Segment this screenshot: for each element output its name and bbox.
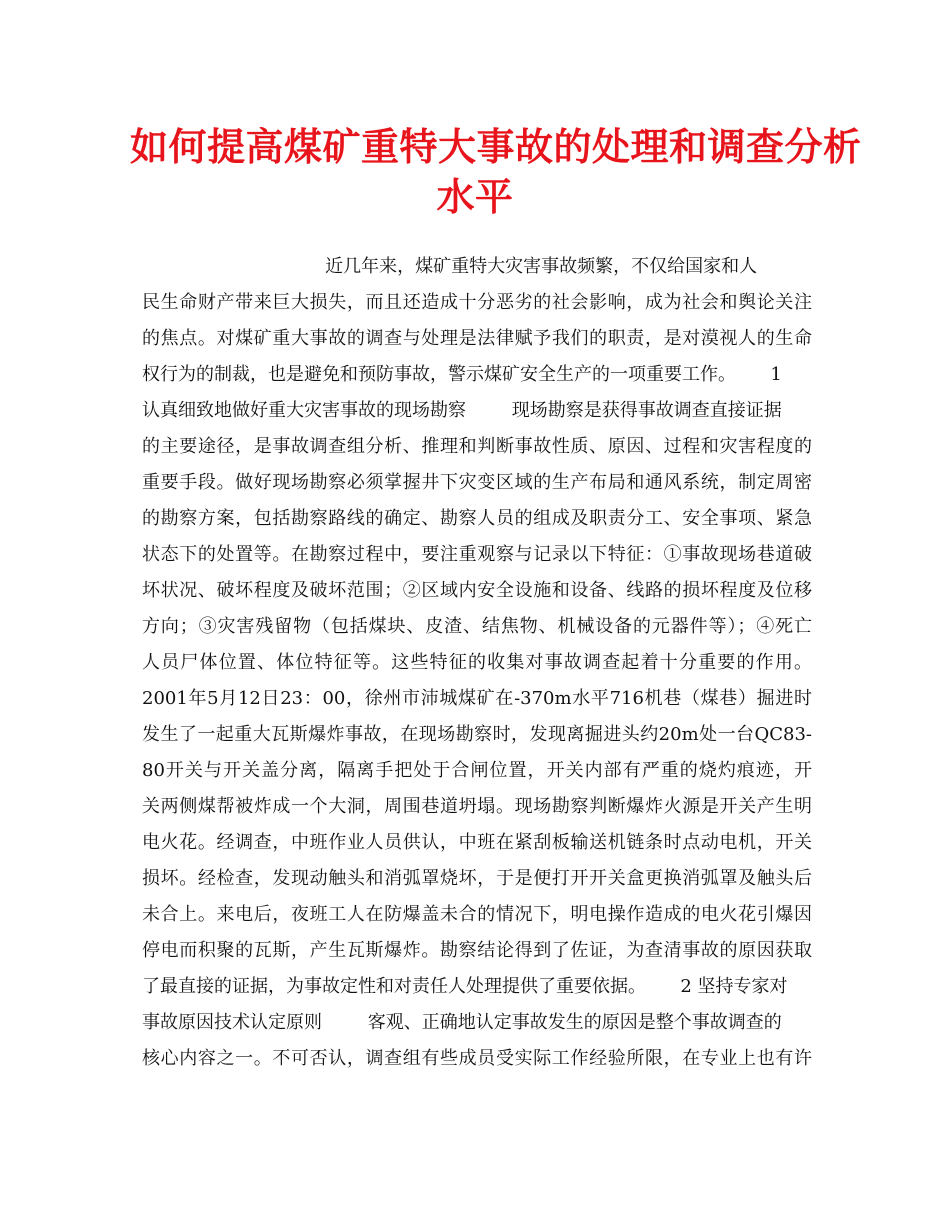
body-line: 未合上。来电后，夜班工人在防爆盖未合的情况下，明电操作造成的电火花引爆因	[142, 904, 812, 925]
body-line: 核心内容之一。不可否认，调查组有些成员受实际工作经验所限，在专业上也有许	[142, 1048, 812, 1069]
body-line: 重要手段。做好现场勘察必须掌握井下灾变区域的生产布局和通风系统，制定周密	[142, 472, 812, 493]
body-line: 发生了一起重大瓦斯爆炸事故，在现场勘察时，发现离掘进头约20m处一台QC83-	[142, 724, 812, 745]
body-line: 近几年来，煤矿重特大灾害事故频繁，不仅给国家和人	[142, 256, 758, 277]
body-line: 方向；③灾害残留物（包括煤块、皮渣、结焦物、机械设备的元器件等）；④死亡	[142, 616, 812, 637]
body-line: 民生命财产带来巨大损失，而且还造成十分恶劣的社会影响，成为社会和舆论关注	[142, 292, 812, 313]
body-line: 的焦点。对煤矿重大事故的调查与处理是法律赋予我们的职责，是对漠视人的生命	[142, 328, 812, 349]
body-line: 的勘察方案，包括勘察路线的确定、勘察人员的组成及职责分工、安全事项、紧急	[142, 508, 812, 529]
body-line: 事故原因技术认定原则 客观、正确地认定事故发生的原因是整个事故调查的	[142, 1012, 782, 1033]
title-line-2: 水平	[436, 174, 514, 219]
document-body	[142, 249, 812, 1077]
body-line: 的主要途径，是事故调查组分析、推理和判断事故性质、原因、过程和灾害程度的	[142, 436, 812, 457]
body-line: 停电而积聚的瓦斯，产生瓦斯爆炸。勘察结论得到了佐证，为查清事故的原因获取	[142, 940, 812, 961]
body-line: 认真细致地做好重大灾害事故的现场勘察 现场勘察是获得事故调查直接证据	[142, 400, 782, 421]
document-title	[130, 122, 862, 222]
body-line: 80开关与开关盖分离，隔离手把处于合闸位置，开关内部有严重的烧灼痕迹，开	[142, 760, 812, 781]
body-line: 状态下的处置等。在勘察过程中，要注重观察与记录以下特征：①事故现场巷道破	[142, 544, 812, 565]
title-line-1: 如何提高煤矿重特大事故的处理和调查分析	[130, 124, 862, 169]
body-line: 坏状况、破坏程度及破坏范围；②区域内安全设施和设备、线路的损坏程度及位移	[142, 580, 812, 601]
body-line: 权行为的制裁，也是避免和预防事故，警示煤矿安全生产的一项重要工作。 1	[142, 364, 782, 385]
body-line: 电火花。经调查，中班作业人员供认，中班在紧刮板输送机链条时点动电机，开关	[142, 832, 812, 853]
body-line: 2001年5月12日23：00，徐州市沛城煤矿在-370m水平716机巷（煤巷）掘进时	[142, 688, 812, 709]
body-line: 损坏。经检查，发现动触头和消弧罩烧坏，于是便打开开关盒更换消弧罩及触头后	[142, 868, 812, 889]
body-line: 人员尸体位置、体位特征等。这些特征的收集对事故调查起着十分重要的作用。	[142, 652, 812, 673]
body-line: 关两侧煤帮被炸成一个大洞，周围巷道坍塌。现场勘察判断爆炸火源是开关产生明	[142, 796, 812, 817]
body-line: 了最直接的证据，为事故定性和对责任人处理提供了重要依据。 2 坚持专家对	[142, 976, 788, 997]
